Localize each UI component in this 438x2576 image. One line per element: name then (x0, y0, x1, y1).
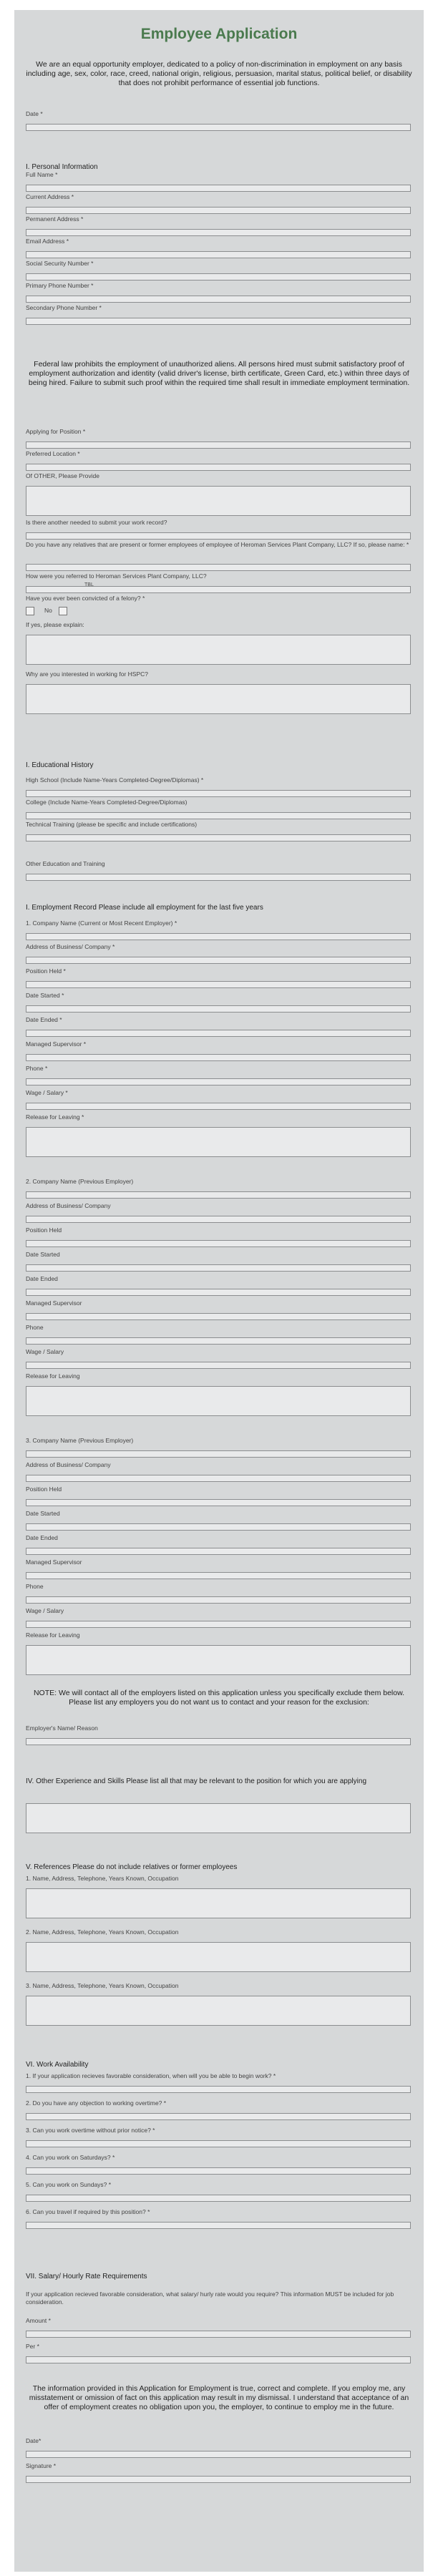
exclude-field[interactable] (26, 1738, 411, 1745)
q4-field[interactable] (26, 2167, 411, 2175)
supervisor1-field[interactable] (26, 1054, 411, 1061)
ended1-label: Date Ended * (26, 1016, 62, 1023)
supervisor2-field[interactable] (26, 1313, 411, 1320)
explain-field[interactable] (26, 635, 411, 665)
primary-phone-label: Primary Phone Number * (26, 282, 94, 289)
technical-field[interactable] (26, 834, 411, 841)
wage3-field[interactable] (26, 1621, 411, 1628)
email-field[interactable] (26, 251, 411, 258)
other-education-label: Other Education and Training (26, 860, 105, 867)
felony-no-label: No (44, 607, 52, 614)
high-school-field[interactable] (26, 790, 411, 797)
form-title: Employee Application (140, 26, 298, 42)
wage2-label: Wage / Salary (26, 1348, 64, 1355)
skills-field[interactable] (26, 1803, 411, 1833)
reason3-label: Release for Leaving (26, 1631, 80, 1639)
full-name-field[interactable] (26, 185, 411, 192)
referred-label: How were you referred to Heroman Services Plant Company, LLC? (26, 572, 207, 580)
q3-field[interactable] (26, 2140, 411, 2147)
company1-field[interactable] (26, 933, 411, 940)
recruit-label: Is there another needed to submit your work record? (26, 519, 167, 526)
supervisor3-field[interactable] (26, 1572, 411, 1579)
email-label: Email Address * (26, 238, 69, 245)
started3-field[interactable] (26, 1523, 411, 1531)
started2-field[interactable] (26, 1264, 411, 1272)
ref2-field[interactable] (26, 1942, 411, 1972)
company2-field[interactable] (26, 1191, 411, 1199)
q5-field[interactable] (26, 2195, 411, 2202)
position3-label: Position Held (26, 1485, 62, 1493)
federal-notice: Federal law prohibits the employment of unauthorized aliens. All persons hired must submit satisfactory proof of employment authorization and identity (valid driver's license, birth certificate, Green Card, etc.) within three days of being hired. Failure to submit such proof within the required time shall result in immediate employment termination. (28, 360, 410, 387)
ref3-label: 3. Name, Address, Telephone, Years Known, Occupation (26, 1982, 179, 1989)
position1-field[interactable] (26, 981, 411, 988)
applying-field[interactable] (26, 441, 411, 449)
amount-field[interactable] (26, 2331, 411, 2338)
reason3-field[interactable] (26, 1645, 411, 1675)
other-position-label: Of OTHER, Please Provide (26, 472, 99, 479)
salary-heading: VII. Salary/ Hourly Rate Requirements (26, 2273, 147, 2280)
reason2-label: Release for Leaving (26, 1372, 80, 1380)
ref3-field[interactable] (26, 1996, 411, 2026)
signature-field[interactable] (26, 2476, 411, 2483)
wage1-field[interactable] (26, 1103, 411, 1110)
position3-field[interactable] (26, 1499, 411, 1506)
referred-value: TBL (84, 582, 94, 587)
secondary-phone-field[interactable] (26, 318, 411, 325)
started2-label: Date Started (26, 1251, 60, 1258)
address1-label: Address of Business/ Company * (26, 943, 115, 950)
reason2-field[interactable] (26, 1386, 411, 1416)
location-label: Preferred Location * (26, 450, 80, 457)
q4-label: 4. Can you work on Saturdays? * (26, 2154, 115, 2161)
amount-label: Amount * (26, 2317, 51, 2324)
certification-text: The information provided in this Application for Employment is true, correct and complete. If you employ me, any misstatement or omission of fact on this application may result in my dismissal. I understand that acceptance of an offer of employment creates no obligation upon you, the employer, to continue to employ me in the future. (29, 2384, 409, 2411)
q5-label: 5. Can you work on Sundays? * (26, 2181, 112, 2188)
ref2-label: 2. Name, Address, Telephone, Years Known, Occupation (26, 1928, 179, 1936)
wage2-field[interactable] (26, 1362, 411, 1369)
why-label: Why are you interested in working for HSPC? (26, 670, 149, 678)
intro-paragraph: We are an equal opportunity employer, dedicated to a policy of non-discrimination in employment on any basis including age, sex, color, race, creed, national origin, religious, persuasion, marital status, political belief, or disability that does not prohibit performance of essential job functions. (26, 60, 412, 87)
company1-label: 1. Company Name (Current or Most Recent Employer) * (26, 919, 177, 927)
date-field[interactable] (26, 124, 411, 131)
applying-label: Applying for Position * (26, 428, 86, 435)
per-field[interactable] (26, 2356, 411, 2363)
phone1-label: Phone * (26, 1065, 48, 1072)
q3-label: 3. Can you work overtime without prior notice? * (26, 2127, 155, 2134)
recruit-field[interactable] (26, 532, 411, 540)
ended3-field[interactable] (26, 1548, 411, 1555)
phone2-label: Phone (26, 1324, 44, 1331)
education-heading: I. Educational History (26, 761, 94, 769)
final-date-field[interactable] (26, 2451, 411, 2458)
address3-field[interactable] (26, 1475, 411, 1482)
wage3-label: Wage / Salary (26, 1607, 64, 1614)
q1-label: 1. If your application recieves favorable consideration, when will you be able to begin work? * (26, 2072, 276, 2079)
ended2-label: Date Ended (26, 1275, 58, 1282)
references-heading: V. References Please do not include relatives or former employees (26, 1863, 238, 1871)
ssn-field[interactable] (26, 273, 411, 280)
per-label: Per * (26, 2343, 39, 2350)
full-name-label: Full Name * (26, 171, 58, 178)
personal-heading: I. Personal Information (26, 163, 98, 171)
contact-note: NOTE: We will contact all of the employers listed on this application unless you specifically exclude them below. Please list any employers you do not want us to contact and your reason for the exclusion: (33, 1689, 405, 1707)
reason1-label: Release for Leaving * (26, 1113, 84, 1121)
ref1-label: 1. Name, Address, Telephone, Years Known, Occupation (26, 1875, 179, 1882)
position2-label: Position Held (26, 1226, 62, 1234)
q2-field[interactable] (26, 2113, 411, 2120)
phone3-label: Phone (26, 1583, 44, 1590)
address2-field[interactable] (26, 1216, 411, 1223)
wage1-label: Wage / Salary * (26, 1089, 68, 1096)
position1-label: Position Held * (26, 967, 66, 975)
final-date-label: Date* (26, 2437, 42, 2444)
supervisor2-label: Managed Supervisor (26, 1299, 82, 1307)
current-address-field[interactable] (26, 207, 411, 214)
started1-field[interactable] (26, 1005, 411, 1013)
felony-yes-checkbox[interactable] (26, 607, 34, 615)
phone1-field[interactable] (26, 1078, 411, 1085)
felony-no-checkbox[interactable] (59, 607, 67, 615)
supervisor3-label: Managed Supervisor (26, 1558, 82, 1566)
company2-label: 2. Company Name (Previous Employer) (26, 1178, 134, 1185)
phone2-field[interactable] (26, 1337, 411, 1345)
address1-field[interactable] (26, 957, 411, 964)
felony-label: Have you ever been convicted of a felony? * (26, 595, 145, 602)
supervisor1-label: Managed Supervisor * (26, 1040, 87, 1048)
ref1-field[interactable] (26, 1888, 411, 1918)
employment-heading: I. Employment Record Please include all employment for the last five years (26, 904, 263, 912)
technical-label: Technical Training (please be specific and include certifications) (26, 821, 198, 828)
salary-text: If your application recieved favorable consideration, what salary/ hurly rate would you require? This information MUST be included for job consideration. (26, 2290, 394, 2306)
college-label: College (Include Name-Years Completed-Degree/Diplomas) (26, 799, 188, 806)
reason1-field[interactable] (26, 1127, 411, 1157)
location-field[interactable] (26, 464, 411, 471)
exclude-label: Employer's Name/ Reason (26, 1724, 98, 1732)
current-address-label: Current Address * (26, 193, 74, 200)
relatives-field[interactable] (26, 564, 411, 571)
application-form (14, 10, 424, 2572)
q2-label: 2. Do you have any objection to working overtime? * (26, 2099, 167, 2107)
skills-heading: IV. Other Experience and Skills Please list all that may be relevant to the position for which you are applying (26, 1777, 367, 1785)
q1-field[interactable] (26, 2086, 411, 2093)
ended1-field[interactable] (26, 1030, 411, 1037)
primary-phone-field[interactable] (26, 296, 411, 303)
q6-label: 6. Can you travel if required by this position? * (26, 2208, 150, 2215)
date-label: Date * (26, 110, 43, 117)
started3-label: Date Started (26, 1510, 60, 1517)
availability-heading: VI. Work Availability (26, 2061, 89, 2069)
relatives-label: Do you have any relatives that are present or former employees of employee of Heroman Services Plant Company, LLC? If so, please name: * (26, 541, 409, 548)
ssn-label: Social Security Number * (26, 260, 94, 267)
explain-label: If yes, please explain: (26, 621, 84, 628)
why-field[interactable] (26, 684, 411, 714)
ended3-label: Date Ended (26, 1534, 58, 1541)
company3-label: 3. Company Name (Previous Employer) (26, 1437, 134, 1444)
phone3-field[interactable] (26, 1596, 411, 1604)
started1-label: Date Started * (26, 992, 64, 999)
company3-field[interactable] (26, 1450, 411, 1458)
address2-label: Address of Business/ Company (26, 1202, 111, 1209)
address3-label: Address of Business/ Company (26, 1461, 111, 1468)
permanent-address-field[interactable] (26, 229, 411, 236)
permanent-address-label: Permanent Address * (26, 215, 84, 223)
high-school-label: High School (Include Name-Years Completed-Degree/Diplomas) * (26, 776, 204, 784)
other-position-field[interactable] (26, 486, 411, 516)
referred-field[interactable] (26, 586, 411, 593)
secondary-phone-label: Secondary Phone Number * (26, 304, 102, 311)
position2-field[interactable] (26, 1240, 411, 1247)
signature-label: Signature * (26, 2462, 57, 2469)
ended2-field[interactable] (26, 1289, 411, 1296)
college-field[interactable] (26, 812, 411, 819)
q6-field[interactable] (26, 2222, 411, 2229)
other-education-field[interactable] (26, 874, 411, 881)
